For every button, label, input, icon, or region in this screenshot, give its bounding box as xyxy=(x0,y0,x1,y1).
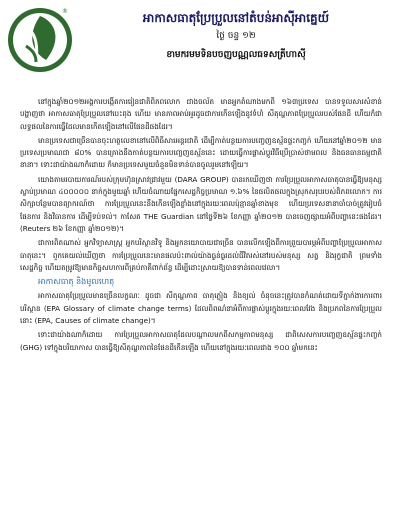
registered-mark: ® xyxy=(62,8,68,15)
paragraph-1: នៅក្នុងឆ្នាំ២០១២អង្គការបង្កើតការរៀនជាតិពិភពលោក ជាងចល័ត មានអ្នកតំណាងមកពី ១៦៣ប្រទេស បានទទួលសារសំខាន់ បង្ហាញថា អាកាសធាតុប្រែប្រួលនៅបេះពុង ហើយ មានភាពអាប់អួរដូចជាការកើនឡើងនូវទំហំ សីតុណ្ហភាពប្រែប្រួលរបស់ផែនដី ហើយក៏ជាលទ្ធផលនៃការធ្វើដែលមានកើតឡើងនៅលើផែនដីផងដែរ។ xyxy=(20,97,382,131)
subtitle: ខាមករមមទិនបចញបណ្ណលធទសត្រីហាស៊ី xyxy=(166,50,306,60)
leaf-logo-icon xyxy=(6,6,74,74)
document-header xyxy=(80,10,392,64)
paragraph-3: យោងតាមរបាយការណ៍របស់ក្រុមហ៊ុនស្រាវជ្រាវមួយ (DARA GROUP) បានរកឃើញថា ការប្រែប្រួលអាកាសធាតុបានធ្វើឱ្យមនុស្សស្លាប់ប្រមាណ ៤០០០០០ នាក់ក្នុងមួយឆ្នាំ ហើយចំណាយផ្នែកសេដ្ឋកិច្ចប្រមាណ ១.៦% នៃផលិតផលក្នុងស្រុកសរុបរបស់ពិភពលោក។ ការសិក្សាបន្ថែមបានព្យាករណ៍ថា ការប្រែប្រួលនេះនឹងកើនឡើងខ្លាំងនៅក្នុងរយៈពេលប៉ុន្មានឆ្នាំខាងមុខ ហើយប្រទេសនានាចាំបាច់ត្រូវរៀបចំផែនការ និងវិធានការ ដើម្បីទប់ទល់។ កាសែត THE Guardian នៅថ្ងៃទី២៦ ខែកញ្ញា ឆ្នាំ២០១២ បានចេញផ្សាយអំពីបញ្ហានេះផងដែរ។ (Reuters ២៦ ខែកញ្ញា ឆ្នាំ២០១២)។ xyxy=(20,174,382,233)
section-heading: អាកាសធាតុ និងមូលហេតុ xyxy=(38,277,115,287)
organization-logo xyxy=(6,6,74,74)
paragraph-6: ទោះជាយ៉ាងណាក៏ដោយ ការប្រែប្រួលអាកាសធាតុដែលបណ្តាលមកពីសកម្មភាពមនុស្ស ជាពិសេសការបញ្ចេញឧស្ម័នផ្ទះកញ្ចក់ (GHG) ទៅក្នុងបរិយាកាស បានធ្វើឱ្យសីតុណ្ហភាពនៃផែនដីកើនឡើង ហើយនៅក្នុងរយៈពេលជាង ១០០ ឆ្នាំមកនេះ xyxy=(20,330,382,352)
document-body xyxy=(20,96,382,356)
paragraph-5: អាកាសធាតុប្រែប្រួលមានច្រើនលក្ខណៈ ដូចជា សីតុណ្ហភាព ធាតុភ្លៀង និងខ្យល់ ចំនុចនេះត្រូវបានកំណត់ដោយទីភ្នាក់ងារការពារបរិស្ថាន (EPA Glossary of climate change terms) ដែលពិពណ៌នាអំពីការផ្លាស់ប្តូរក្នុងរយៈពេលវែង និងប្រភពនៃការប្រែប្រួលនោះ (EPA, Causes of climate change)។ xyxy=(20,291,382,326)
location-date: ថ្ងៃ ចន្ទ ១២ xyxy=(216,31,256,41)
paragraph-2: មានប្រទេសជាច្រើនបានចុះហត្ថលេខានៅលើពិធីសារអន្តរជាតិ ដើម្បីកាត់បន្ថយការបញ្ចេញឧស្ម័នផ្ទះកញ្ចក់ ហើយនៅឆ្នាំ២០១២ មានប្រទេសប្រមាណជា ៨០% បានគ្រោងនឹងកាត់បន្ថយការបញ្ចេញឧស្ម័ននេះ ដោយធ្វើការផ្លាស់ប្តូរវិធីប្រើប្រាស់ថាមពល និងធនធានធម្មជាតិនានា។ ទោះជាយ៉ាងណាក៏ដោយ ក៏មានប្រទេសមួយចំនួនមិនទាន់បានចូលរួមនៅឡើយ។ xyxy=(20,135,382,170)
paragraph-4: ជាការពិតណាស់ អ្នកវិទ្យាសាស្ត្រ អ្នកបរិស្ថានវិទូ និងអ្នកនយោបាយជាច្រើន បានលើកឡើងពីការព្រួយបារម្ភអំពីបញ្ហាប្រែប្រួលអាកាសធាតុនេះ។ ពួកគេយល់ឃើញថា ការប្រែប្រួលនេះមានផលប៉ះពាល់យ៉ាងធ្ងន់ធ្ងរដល់ជីវិតរស់នៅរបស់មនុស្ស សត្វ និងរុក្ខជាតិ ព្រមទាំងសេដ្ឋកិច្ច ហើយតម្រូវឱ្យមានកិច្ចសហការពីគ្រប់ភាគីពាក់ព័ន្ធ ដើម្បីដោះស្រាយឱ្យបានទាន់ពេលវេលា។ xyxy=(20,238,382,272)
document-title: អាកាសធាតុប្រែប្រួលនៅតំបន់អាស៊ីអាគ្នេយ៍ xyxy=(142,11,330,25)
